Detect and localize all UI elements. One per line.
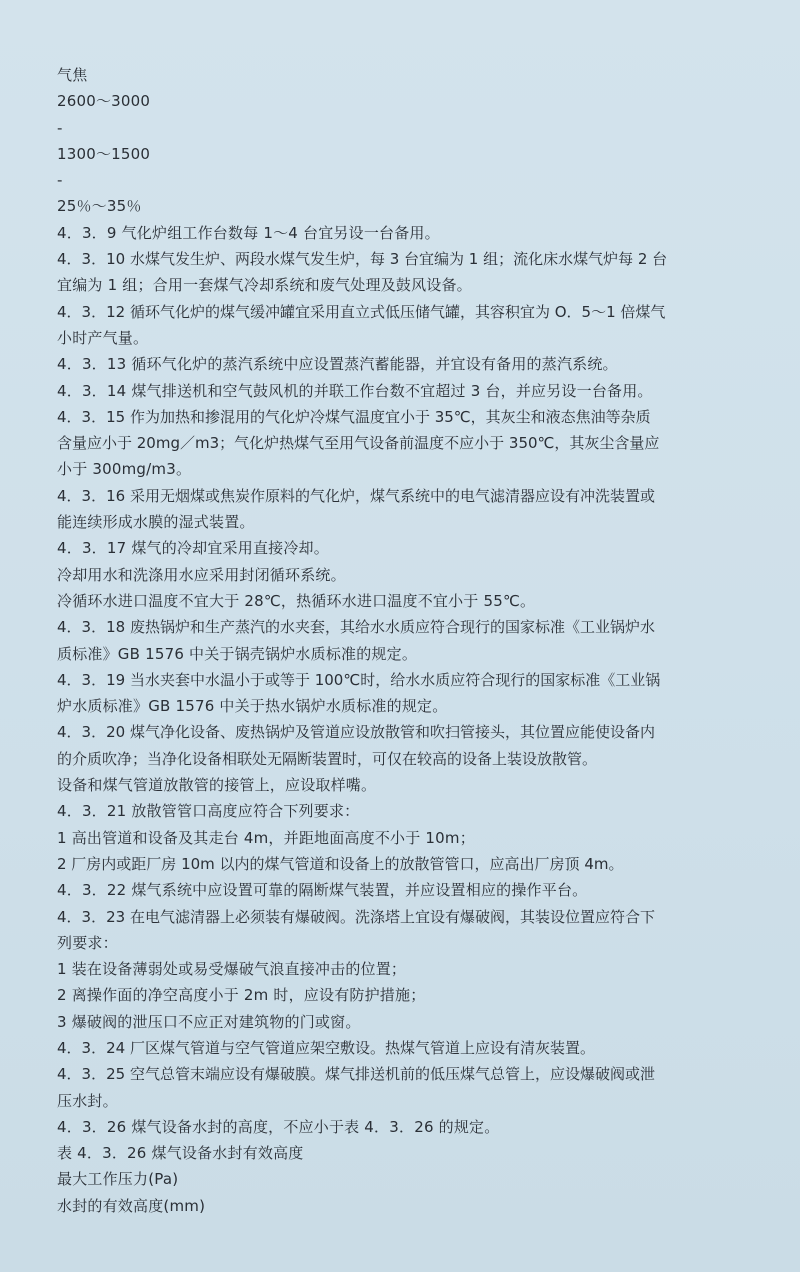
text-line: 的介质吹净；当净化设备相联处无隔断装置时，可仅在较高的设备上装设放散管。 — [57, 749, 598, 768]
text-line: 4．3．16 采用无烟煤或焦炭作原料的气化炉，煤气系统中的电气滤清器应设有冲洗装置或 — [57, 486, 655, 505]
text-line: 4．3．13 循环气化炉的蒸汽系统中应设置蒸汽蓄能器，并宜设有备用的蒸汽系统。 — [57, 355, 618, 374]
text-line: 4．3．22 煤气系统中应设置可靠的隔断煤气装置，并应设置相应的操作平台。 — [57, 881, 588, 900]
text-line: 2 厂房内或距厂房 10m 以内的煤气管道和设备上的放散管管口，应高出厂房顶 4m。 — [57, 854, 624, 873]
table-header-height: 水封的有效高度(mm) — [57, 1196, 206, 1215]
text-line: - — [57, 171, 63, 190]
text-line: 质标准》GB 1576 中关于锅壳锅炉水质标准的规定。 — [57, 644, 418, 663]
text-line: 列要求： — [57, 933, 118, 952]
table-header-pressure: 最大工作压力(Pa) — [57, 1170, 179, 1189]
text-line: 3 爆破阀的泄压口不应正对建筑物的门或窗。 — [57, 1012, 361, 1031]
text-line: 1300～1500 — [57, 144, 151, 163]
text-line: 4．3．14 煤气排送机和空气鼓风机的并联工作台数不宜超过 3 台，并应另设一台备用。 — [57, 381, 653, 400]
table-title: 表 4．3．26 煤气设备水封有效高度 — [57, 1144, 304, 1163]
text-line: 含量应小于 20mg／m3；气化炉热煤气至用气设备前温度不应小于 350℃，其灰尘含量应 — [57, 434, 660, 453]
text-line: 25％～35％ — [57, 197, 142, 216]
text-line: 冷循环水进口温度不宜大于 28℃，热循环水进口温度不宜小于 55℃。 — [57, 591, 536, 610]
text-line: 4．3．17 煤气的冷却宜采用直接冷却。 — [57, 539, 329, 558]
text-line: 4．3．20 煤气净化设备、废热锅炉及管道应设放散管和吹扫管接头，其位置应能使设备内 — [57, 723, 655, 742]
text-line: 4．3．24 厂区煤气管道与空气管道应架空敷设。热煤气管道上应设有清灰装置。 — [57, 1038, 595, 1057]
text-line: 气焦 — [57, 66, 88, 84]
text-line: 4．3．9 气化炉组工作台数每 1～4 台宜另设一台备用。 — [57, 223, 440, 242]
text-line: 炉水质标准》GB 1576 中关于热水锅炉水质标准的规定。 — [57, 697, 448, 716]
text-line: 4．3．19 当水夹套中水温小于或等于 100℃时，给水水质应符合现行的国家标准《工业锅 — [57, 670, 661, 689]
text-line: 4．3．21 放散管管口高度应符合下列要求： — [57, 802, 360, 821]
text-line: 冷却用水和洗涤用水应采用封闭循环系统。 — [57, 565, 346, 584]
text-line: 4．3．10 水煤气发生炉、两段水煤气发生炉，每 3 台宜编为 1 组；流化床水煤气炉每 2 台 — [57, 250, 668, 269]
text-line: 4．3．25 空气总管末端应设有爆破膜。煤气排送机前的低压煤气总管上，应设爆破阀或泄 — [57, 1065, 655, 1084]
text-line: 1 装在设备薄弱处或易受爆破气浪直接冲击的位置； — [57, 960, 407, 979]
text-line: 4．3．12 循环气化炉的煤气缓冲罐宜采用直立式低压储气罐，其容积宜为 O．5～1 倍煤气 — [57, 302, 666, 321]
text-line: 2 离操作面的净空高度小于 2m 时，应设有防护措施； — [57, 986, 426, 1005]
text-line: - — [57, 118, 63, 137]
text-line: 小于 300mg/m3。 — [57, 460, 192, 479]
text-line: 4．3．18 废热锅炉和生产蒸汽的水夹套，其给水水质应符合现行的国家标准《工业锅炉水 — [57, 618, 655, 637]
text-line: 4．3．15 作为加热和掺混用的气化炉冷煤气温度宜小于 35℃，其灰尘和液态焦油等杂质 — [57, 407, 651, 426]
text-line: 1 高出管道和设备及其走台 4m，并距地面高度不小于 10m； — [57, 828, 475, 847]
text-line: 宜编为 1 组；合用一套煤气冷却系统和废气处理及鼓风设备。 — [57, 276, 472, 295]
text-line: 小时产气量。 — [57, 328, 149, 347]
text-line: 设备和煤气管道放散管的接管上，应设取样嘴。 — [57, 776, 377, 795]
text-line: 4．3．26 煤气设备水封的高度，不应小于表 4．3．26 的规定。 — [57, 1117, 500, 1136]
text-line: 4．3．23 在电气滤清器上必须装有爆破阀。洗涤塔上宜设有爆破阀，其装设位置应符合下 — [57, 907, 655, 926]
text-line: 2600～3000 — [57, 92, 151, 111]
text-line: 压水封。 — [57, 1091, 118, 1110]
text-line: 能连续形成水膜的湿式装置。 — [57, 513, 255, 532]
